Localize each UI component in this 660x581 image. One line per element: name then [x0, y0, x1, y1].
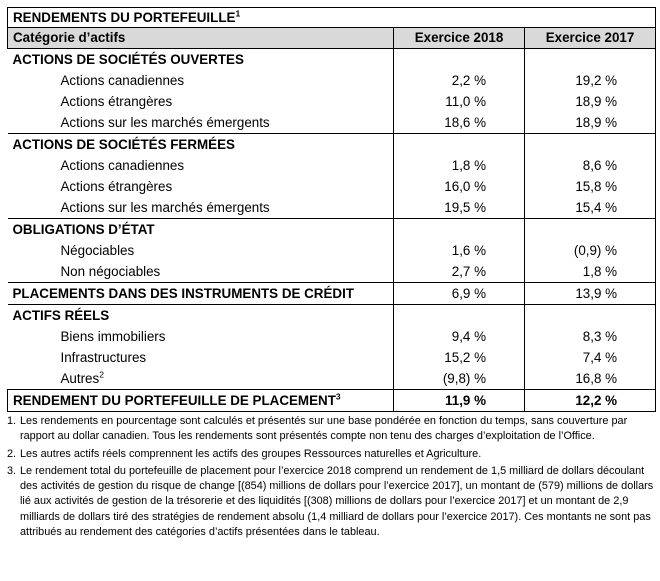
value-fy2017: 8,3 % — [525, 326, 656, 347]
footnote-text: Les rendements en pourcentage sont calculés et présentés sur une base pondérée en fonction du temps, sans couverture par rapport au dollar canadien. Tous les rendements sont présentés compte non tenu des charges d’exploitation de l’Office. — [20, 415, 628, 443]
value-fy2018: 6,9 % — [394, 283, 525, 305]
value-fy2018: 11,0 % — [394, 91, 525, 112]
table-row — [8, 347, 656, 368]
footnote — [7, 464, 655, 540]
section-empty-cell — [525, 134, 656, 156]
table-row — [8, 70, 656, 91]
section-empty-cell — [394, 49, 525, 71]
table-row — [8, 155, 656, 176]
value-fy2017: 13,9 % — [525, 283, 656, 305]
value-fy2017: 18,9 % — [525, 91, 656, 112]
value-fy2017: 15,8 % — [525, 176, 656, 197]
footnote-text: Le rendement total du portefeuille de placement pour l’exercice 2018 comprend un rendement de 1,5 milliard de dollars découlant des activités de gestion du risque de change [(854) millions de dollars pour l’exercice 2017], un montant de (579) millions de dollars lié aux activités de gestion de la trésorerie et des liquidités [(308) millions de dollars pour l’exercice 2017] et un montant de 2,9 milliards de dollars tiré des stratégies de rendement absolu (1,4 milliard de dollars pour l’exercice 2017). Ces montants ne sont pas attribués au rendement des catégories d’actifs présentées dans le tableau. — [20, 464, 654, 539]
value-fy2017: (0,9) % — [525, 240, 656, 261]
footnote — [7, 447, 655, 462]
footnote — [7, 414, 655, 445]
returns-document — [7, 7, 655, 540]
row-label: Infrastructures — [60, 350, 147, 365]
section-empty-cell — [525, 49, 656, 71]
value-fy2018: 1,8 % — [394, 155, 525, 176]
table-row — [8, 197, 656, 219]
header-category: Catégorie d’actifs — [8, 28, 394, 49]
section-header-row — [8, 49, 656, 71]
value-fy2018: 16,0 % — [394, 176, 525, 197]
row-label: Actions sur les marchés émergents — [60, 200, 270, 215]
section-header-row — [8, 283, 656, 305]
section-title: PLACEMENTS DANS DES INSTRUMENTS DE CRÉDIT — [8, 283, 394, 305]
table-title-footnote-ref: 1 — [235, 8, 241, 19]
value-fy2017: 7,4 % — [525, 347, 656, 368]
table-row — [8, 326, 656, 347]
table-row — [8, 240, 656, 261]
footnote-number: 3. — [7, 464, 17, 477]
section-empty-cell — [394, 305, 525, 327]
footnote-ref: 2 — [99, 369, 104, 380]
row-label: Biens immobiliers — [60, 329, 166, 344]
row-label: Actions canadiennes — [60, 73, 185, 88]
row-label: Actions étrangères — [60, 179, 173, 194]
value-fy2017: 16,8 % — [525, 368, 656, 390]
value-fy2018: 19,5 % — [394, 197, 525, 219]
section-empty-cell — [394, 219, 525, 241]
table-row — [8, 112, 656, 134]
section-title: ACTIFS RÉELS — [8, 305, 394, 327]
value-fy2018: 9,4 % — [394, 326, 525, 347]
total-label — [8, 390, 394, 412]
value-fy2017: 19,2 % — [525, 70, 656, 91]
row-label: Actions sur les marchés émergents — [60, 115, 270, 130]
value-fy2018: 2,7 % — [394, 261, 525, 283]
section-header-row — [8, 305, 656, 327]
footnote-text: Les autres actifs réels comprennent les actifs des groupes Ressources naturelles et Agriculture. — [20, 447, 482, 460]
section-empty-cell — [525, 219, 656, 241]
value-fy2017: 8,6 % — [525, 155, 656, 176]
header-fy2018: Exercice 2018 — [394, 28, 525, 49]
footnote-ref: 3 — [335, 391, 341, 402]
section-header-row — [8, 219, 656, 241]
value-fy2017: 1,8 % — [525, 261, 656, 283]
header-fy2017: Exercice 2017 — [525, 28, 656, 49]
section-empty-cell — [525, 305, 656, 327]
value-fy2018: 2,2 % — [394, 70, 525, 91]
section-header-row — [8, 134, 656, 156]
total-row — [8, 390, 656, 412]
table-title-text: RENDEMENTS DU PORTEFEUILLE — [13, 10, 236, 25]
table-row — [8, 368, 656, 390]
row-label: Actions étrangères — [60, 94, 173, 109]
row-label: Négociables — [60, 243, 135, 258]
total-fy2017: 12,2 % — [525, 390, 656, 412]
value-fy2018: (9,8) % — [394, 368, 525, 390]
table-title-row — [8, 8, 656, 28]
table-row — [8, 91, 656, 112]
row-label-text: Autres — [60, 371, 100, 386]
value-fy2017: 18,9 % — [525, 112, 656, 134]
value-fy2018: 18,6 % — [394, 112, 525, 134]
table-title — [8, 8, 656, 28]
table-row — [8, 176, 656, 197]
total-label-text: RENDEMENT DU PORTEFEUILLE DE PLACEMENT — [13, 393, 336, 408]
footnotes — [7, 414, 655, 540]
row-label: Actions canadiennes — [60, 158, 185, 173]
row-label: Non négociables — [60, 264, 161, 279]
table-header-row — [8, 28, 656, 49]
footnote-number: 2. — [7, 447, 17, 460]
value-fy2018: 1,6 % — [394, 240, 525, 261]
section-title: OBLIGATIONS D’ÉTAT — [8, 219, 394, 241]
row-label — [8, 368, 394, 390]
portfolio-returns-table — [7, 7, 656, 412]
value-fy2017: 15,4 % — [525, 197, 656, 219]
section-title: ACTIONS DE SOCIÉTÉS FERMÉES — [8, 134, 394, 156]
footnote-number: 1. — [7, 415, 17, 427]
section-title: ACTIONS DE SOCIÉTÉS OUVERTES — [12, 52, 244, 67]
value-fy2018: 15,2 % — [394, 347, 525, 368]
section-empty-cell — [394, 134, 525, 156]
total-fy2018: 11,9 % — [394, 390, 525, 412]
table-row — [8, 261, 656, 283]
